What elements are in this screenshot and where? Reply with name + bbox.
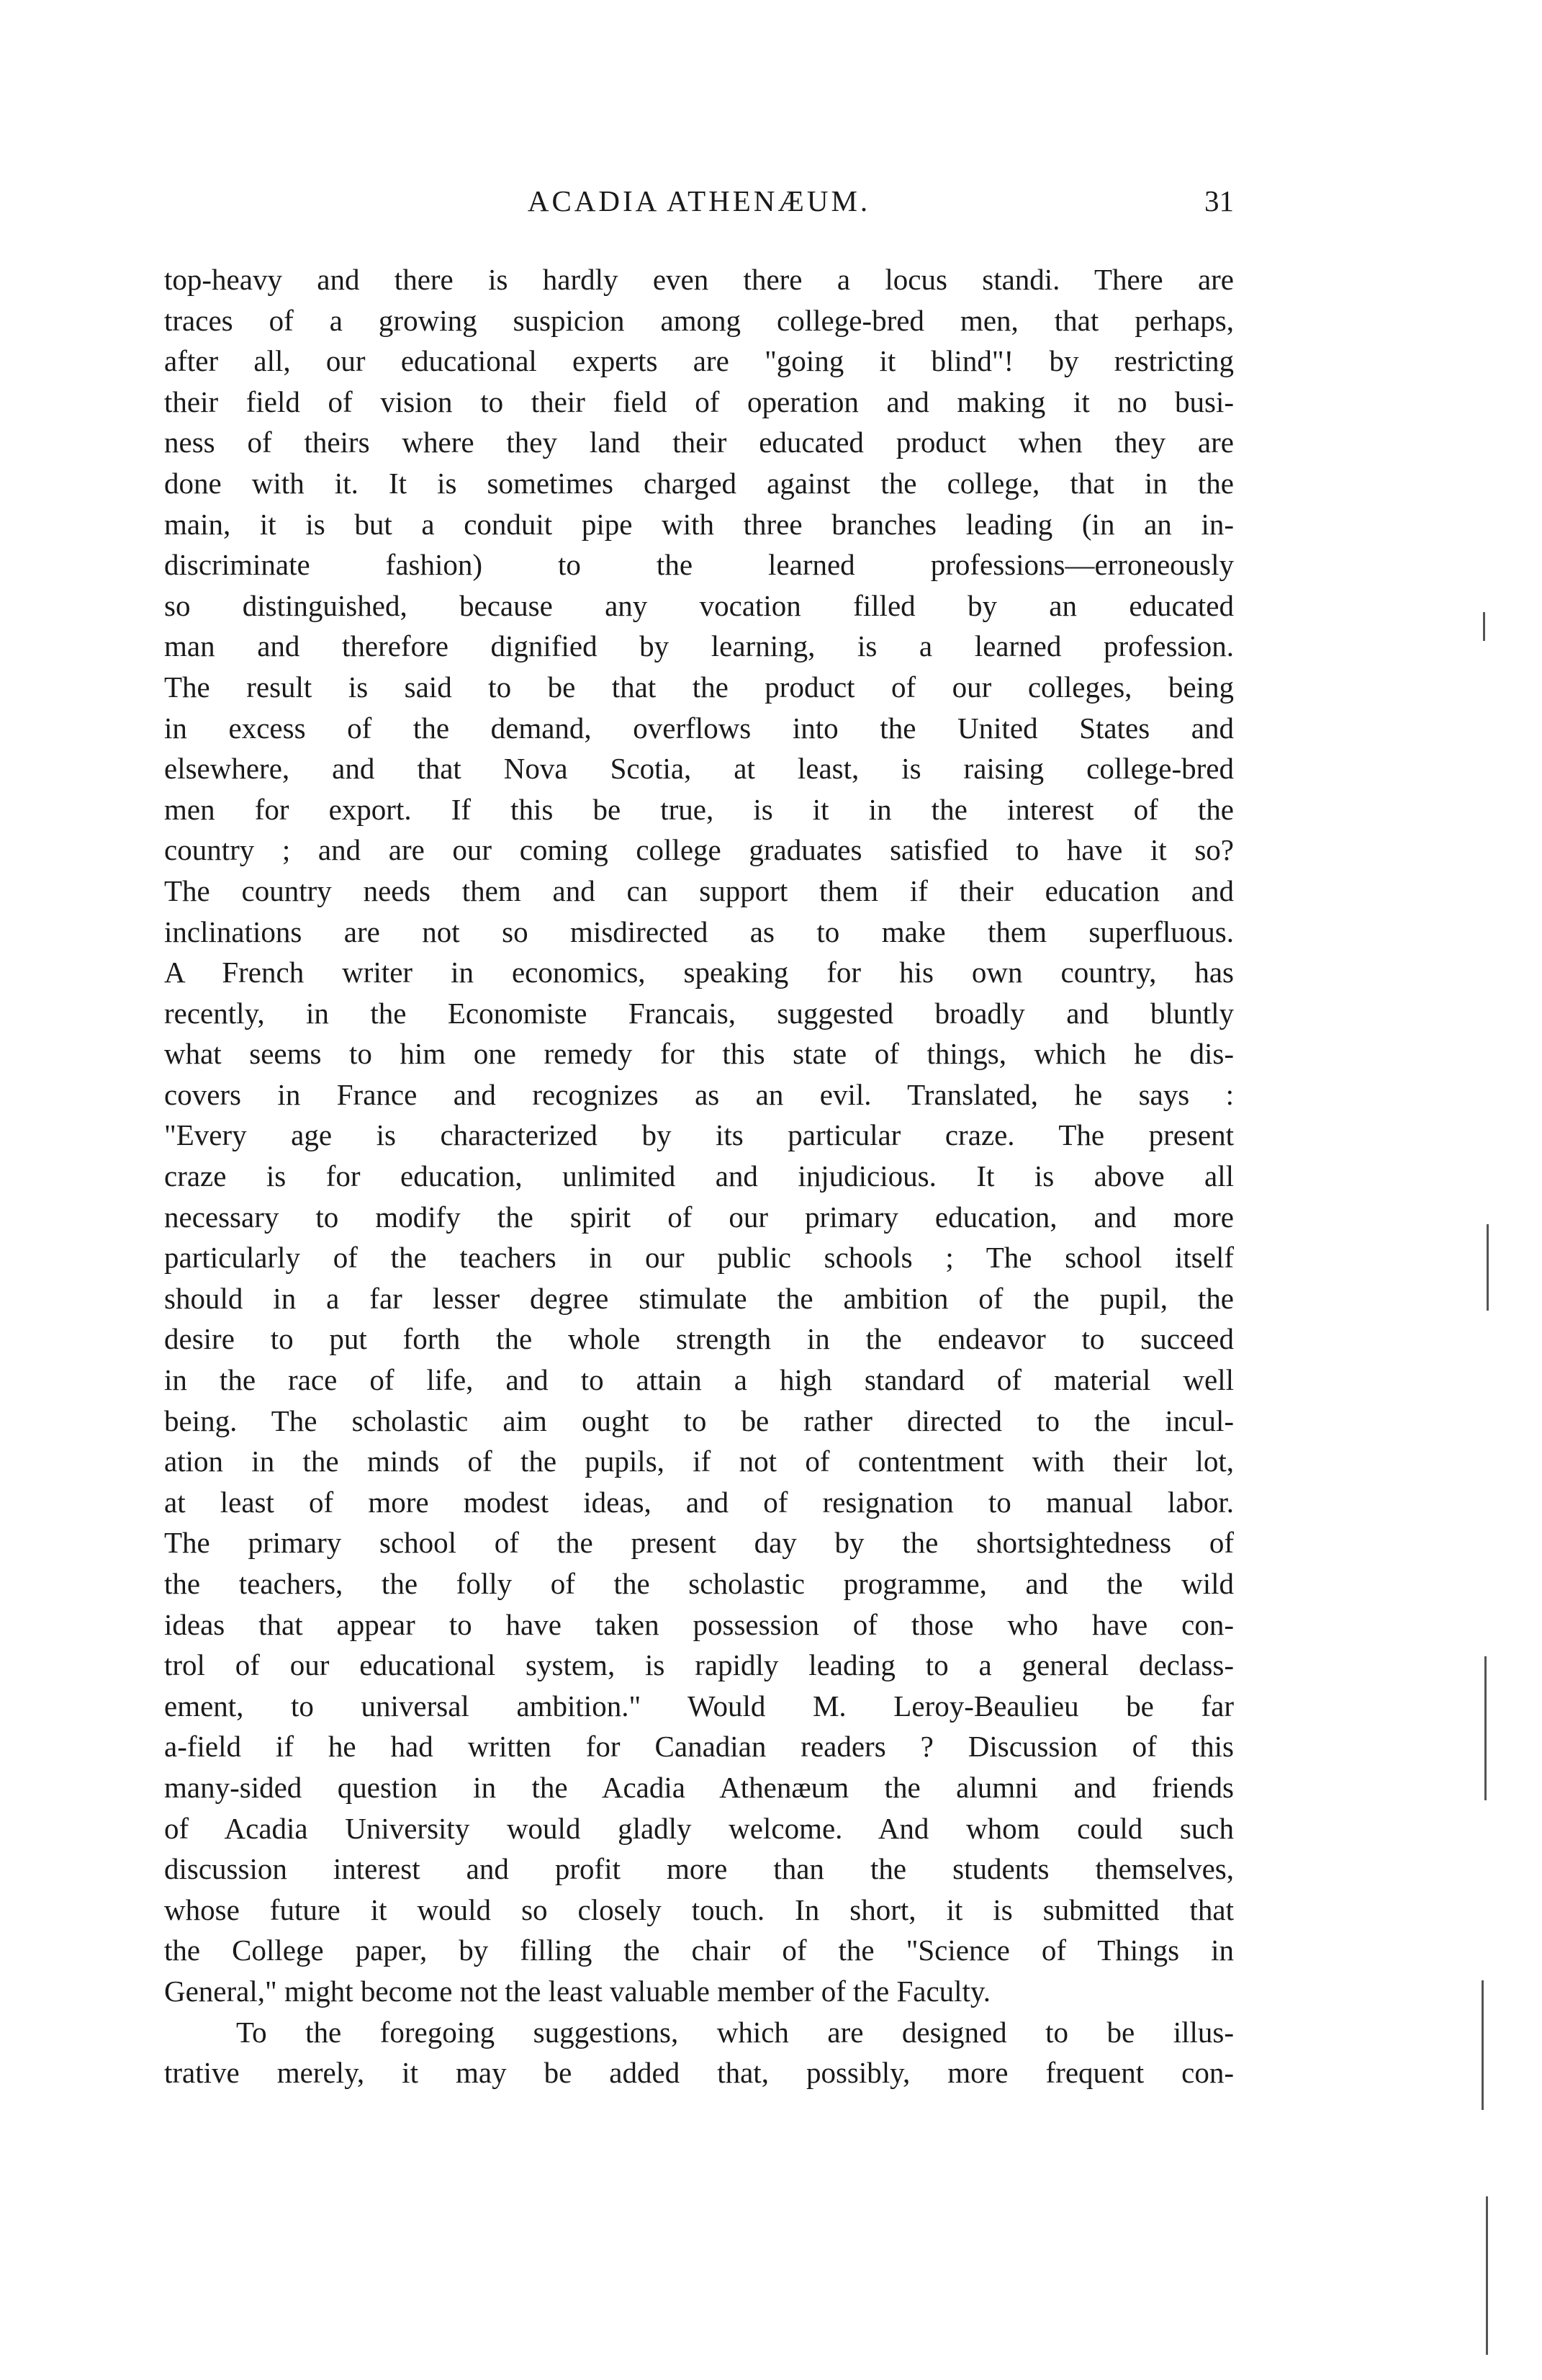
scan-speck [1486, 2196, 1488, 2355]
text-line: in the race of life, and to attain a high standard of material well [164, 1363, 1234, 1397]
text-line: in excess of the demand, overflows into the United States and [164, 711, 1234, 745]
text-line: trol of our educational system, is rapidly leading to a general declass- [164, 1648, 1234, 1682]
text-line: The result is said to be that the product of our colleges, being [164, 670, 1234, 704]
text-line: particularly of the teachers in our public schools ; The school itself [164, 1241, 1234, 1275]
running-title: ACADIA ATHENÆUM. [527, 184, 871, 217]
scan-speck [1484, 1656, 1487, 1800]
text-line: country ; and are our coming college graduates satisfied to have it so? [164, 833, 1234, 867]
text-line: ement, to universal ambition." Would M. Leroy-Beaulieu be far [164, 1689, 1234, 1723]
text-line: what seems to him one remedy for this state of things, which he dis- [164, 1037, 1234, 1071]
text-line: being. The scholastic aim ought to be rather directed to the incul- [164, 1404, 1234, 1437]
text-line: at least of more modest ideas, and of resignation to manual labor. [164, 1485, 1234, 1519]
text-line: "Every age is characterized by its particular craze. The present [164, 1118, 1234, 1152]
text-line: ation in the minds of the pupils, if not of contentment with their lot, [164, 1445, 1234, 1478]
text-line: of Acadia University would gladly welcome. And whom could such [164, 1811, 1234, 1845]
paragraph-end-line: General," might become not the least valuable member of the Faculty. [164, 1974, 991, 2008]
scan-margin-specks [1469, 576, 1512, 2376]
text-line: discussion interest and profit more than the students themselves, [164, 1852, 1234, 1886]
text-line: desire to put forth the whole strength in the endeavor to succeed [164, 1322, 1234, 1356]
text-line: their field of vision to their field of operation and making it no busi- [164, 385, 1234, 418]
scan-speck [1482, 1980, 1484, 2110]
scan-speck [1483, 612, 1485, 641]
text-line: a-field if he had written for Canadian readers ? Discussion of this [164, 1730, 1234, 1764]
text-line: covers in France and recognizes as an evil. Translated, he says : [164, 1077, 1234, 1111]
text-line: inclinations are not so misdirected as to make them superfluous. [164, 915, 1234, 948]
text-line: should in a far lesser degree stimulate the ambition of the pupil, the [164, 1281, 1234, 1315]
text-line: discriminate fashion) to the learned professions—erroneously [164, 548, 1234, 582]
text-line: The country needs them and can support them if their education and [164, 874, 1234, 907]
text-line: man and therefore dignified by learning, is a learned profession. [164, 629, 1234, 663]
text-line: the teachers, the folly of the scholastic programme, and the wild [164, 1567, 1234, 1600]
text-line: the College paper, by filling the chair of the "Science of Things in [164, 1934, 1234, 1967]
text-line: A French writer in economics, speaking for his own country, has [164, 956, 1234, 989]
text-line: trative merely, it may be added that, possibly, more frequent con- [164, 2056, 1234, 2090]
text-line: ness of theirs where they land their educated product when they are [164, 426, 1234, 459]
text-line: ideas that appear to have taken possession of those who have con- [164, 1607, 1234, 1641]
text-line: done with it. It is sometimes charged against the college, that in the [164, 466, 1234, 500]
text-line: The primary school of the present day by the shortsightedness of [164, 1526, 1234, 1560]
text-line: necessary to modify the spirit of our primary education, and more [164, 1200, 1234, 1234]
body-text [164, 259, 1234, 2093]
page-header [164, 184, 1234, 227]
text-line: so distinguished, because any vocation filled by an educated [164, 588, 1234, 622]
text-line: whose future it would so closely touch. In short, it is submitted that [164, 1892, 1234, 1926]
text-line: elsewhere, and that Nova Scotia, at least, is raising college-bred [164, 752, 1234, 786]
text-line: many-sided question in the Acadia Athenæum the alumni and friends [164, 1770, 1234, 1804]
text-line: craze is for education, unlimited and injudicious. It is above all [164, 1159, 1234, 1193]
paragraph-start-line: To the foregoing suggestions, which are designed to be illus- [236, 2015, 1234, 2049]
page-number: 31 [1204, 184, 1234, 217]
text-line: top-heavy and there is hardly even there a locus standi. There are [164, 263, 1234, 296]
text-line: recently, in the Economiste Francais, suggested broadly and bluntly [164, 996, 1234, 1030]
text-line: main, it is but a conduit pipe with three branches leading (in an in- [164, 507, 1234, 541]
text-line: men for export. If this be true, is it in the interest of the [164, 792, 1234, 826]
text-line: after all, our educational experts are "going it blind"! by restricting [164, 344, 1234, 378]
scan-speck [1487, 1224, 1489, 1311]
text-line: traces of a growing suspicion among college-bred men, that perhaps, [164, 303, 1234, 337]
